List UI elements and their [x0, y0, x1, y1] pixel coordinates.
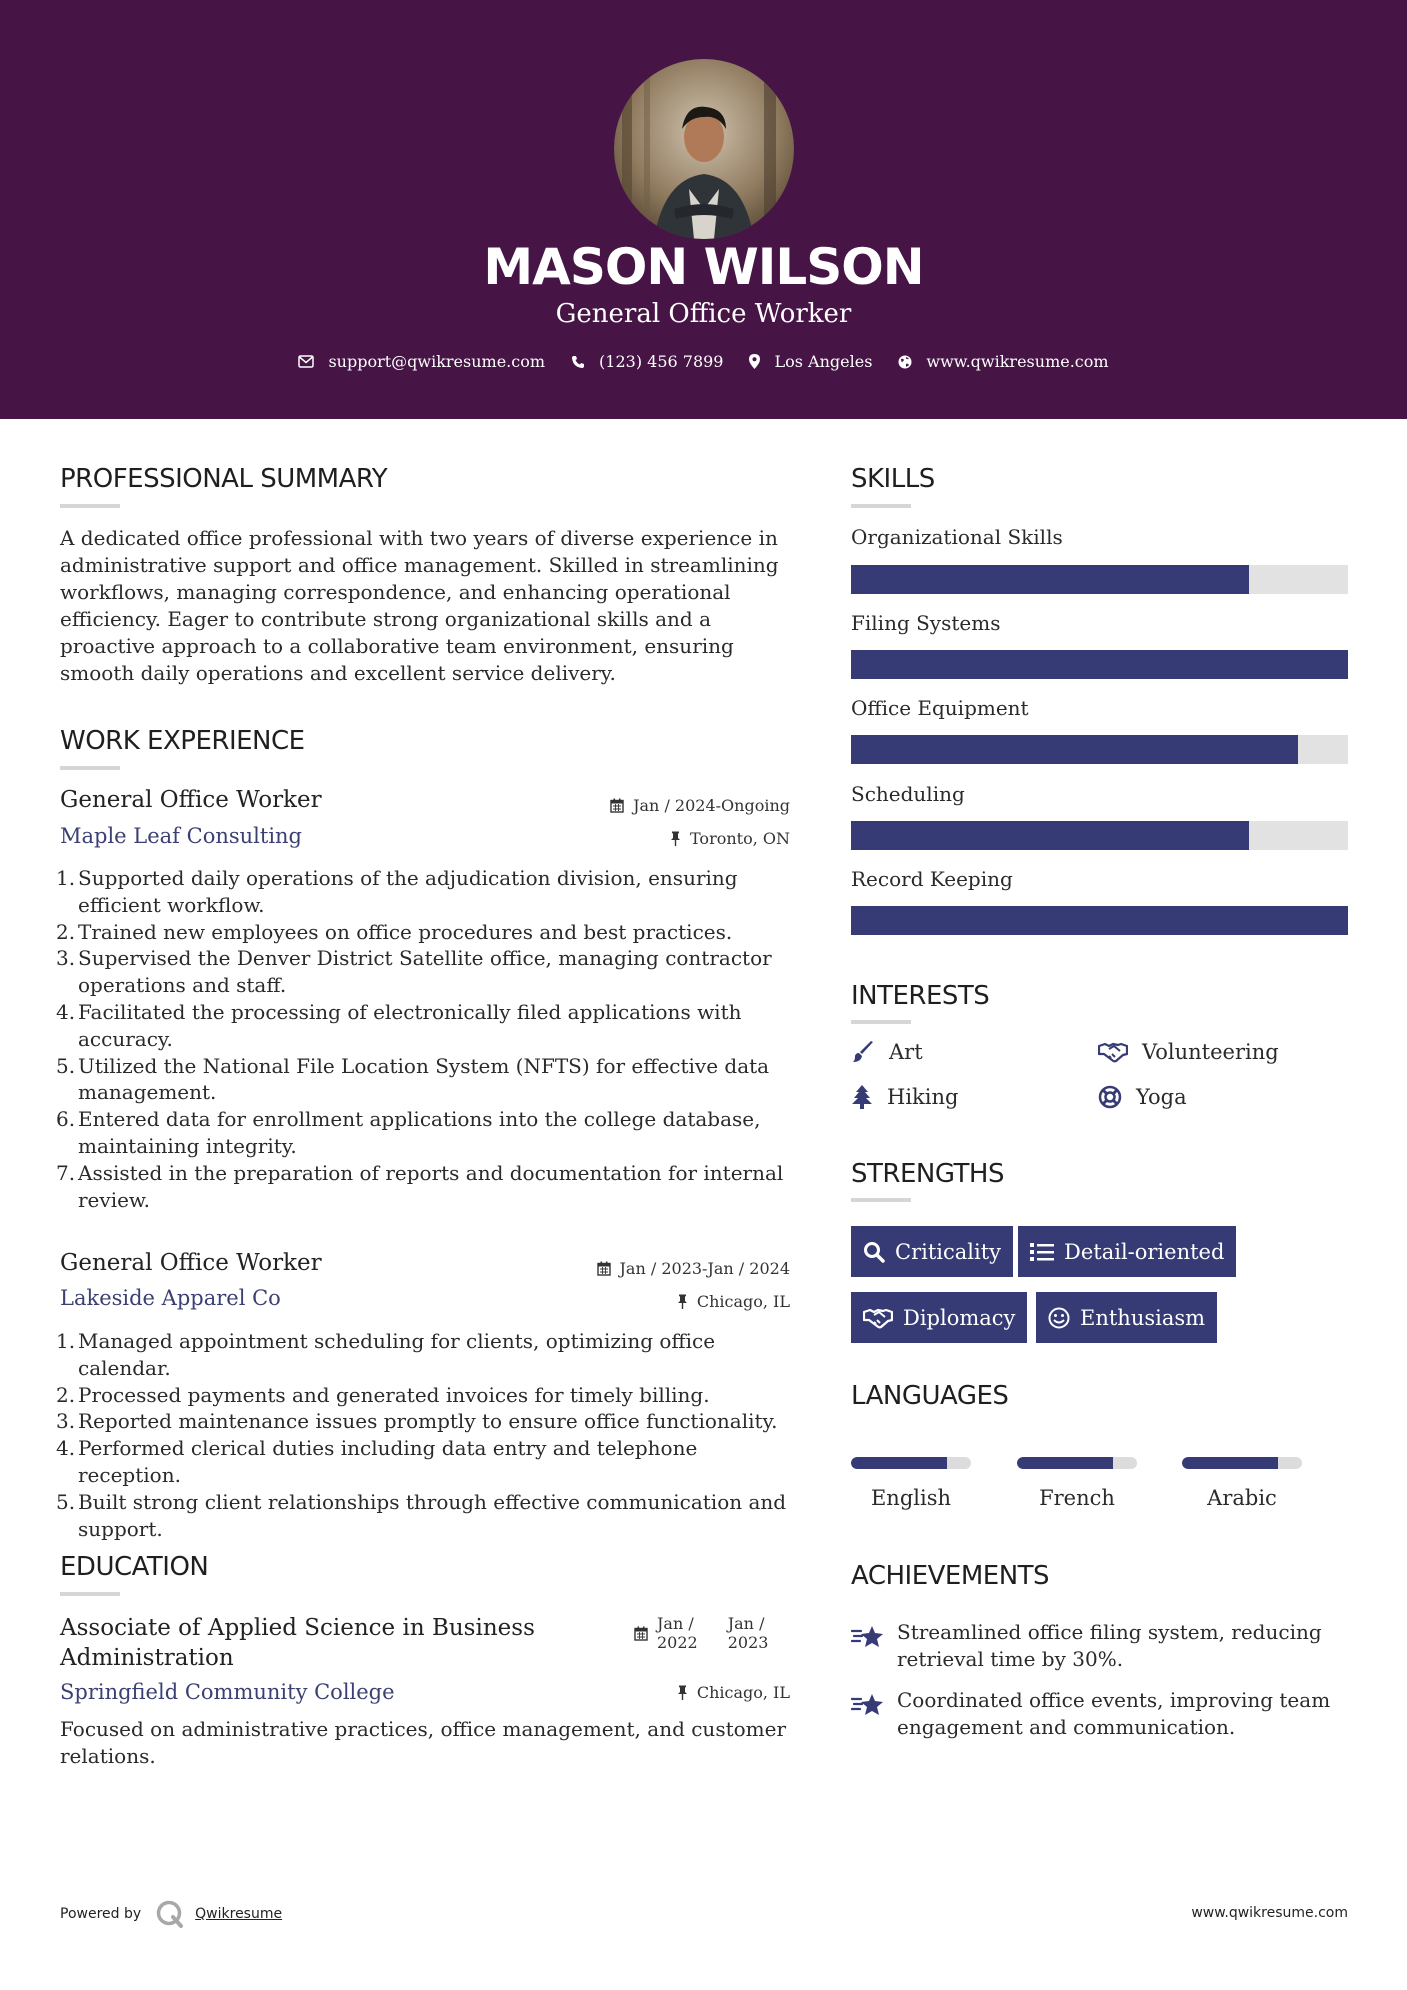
interest-item [1098, 1085, 1187, 1109]
skill-bar-fill [851, 735, 1298, 764]
job-location [670, 829, 790, 848]
qwikresume-link[interactable]: Qwikresume [195, 1906, 283, 1922]
strengths-underline [851, 1198, 911, 1202]
list-icon [1030, 1242, 1054, 1262]
job-dates [610, 796, 790, 815]
life-ring-icon [1098, 1085, 1122, 1109]
duty-item: Trained new employees on office procedures and best practices. [78, 919, 733, 944]
interest-item [851, 1085, 958, 1109]
duty-item: Supervised the Denver District Satellite office, managing contractor operations and staff. [78, 946, 772, 998]
strengths-heading: STRENGTHS [851, 1159, 1004, 1189]
strength-label: Diplomacy [903, 1305, 1016, 1330]
envelope-icon [298, 355, 314, 368]
interest-item [1098, 1040, 1279, 1064]
job-location-text: Toronto, ON [690, 829, 790, 848]
skill-label: Scheduling [851, 782, 965, 806]
interest-label: Hiking [887, 1085, 959, 1109]
duty-item: Built strong client relationships through effective communication and support. [78, 1489, 787, 1541]
language-label: Arabic [1207, 1486, 1277, 1510]
contact-phone[interactable] [571, 352, 723, 371]
education-start-date [657, 1614, 698, 1652]
job-role: General Office Worker [60, 787, 322, 813]
calendar-icon [610, 798, 624, 813]
skill-bar [851, 650, 1348, 679]
duty-item: Entered data for enrollment applications into the college database, maintaining integrity. [78, 1107, 761, 1158]
skill-label: Filing Systems [851, 611, 1001, 635]
pushpin-icon [677, 1685, 688, 1700]
education-heading: EDUCATION [60, 1552, 209, 1582]
skill-label: Organizational Skills [851, 525, 1063, 549]
skill-bar-fill [851, 906, 1348, 935]
language-bar-fill [1182, 1457, 1278, 1469]
strength-badge [851, 1226, 1013, 1277]
skill-label: Office Equipment [851, 696, 1029, 720]
handshake-icon [863, 1307, 893, 1329]
contact-bar [0, 352, 1407, 371]
start-year: 2022 [657, 1633, 698, 1652]
pushpin-icon [677, 1294, 688, 1309]
strength-badge [1036, 1292, 1217, 1343]
tree-icon [851, 1085, 873, 1109]
strength-badge [1018, 1226, 1236, 1277]
achievement-item [851, 1687, 1331, 1741]
website-text: www.qwikresume.com [926, 352, 1109, 371]
skill-bar-fill [851, 821, 1249, 850]
duty-item: Assisted in the preparation of reports and documentation for internal review. [78, 1160, 784, 1212]
shooting-star-icon [851, 1623, 885, 1649]
education-location-text: Chicago, IL [696, 1683, 790, 1702]
job-company: Maple Leaf Consulting [60, 824, 303, 848]
job-location [677, 1292, 790, 1311]
profile-photo [614, 59, 794, 239]
interests-underline [851, 1020, 911, 1024]
duty-item: Utilized the National File Location System (NFTS) for effective data management. [78, 1053, 770, 1105]
resume-header [0, 0, 1407, 419]
interest-label: Art [889, 1040, 923, 1064]
phone-icon [571, 355, 585, 369]
skills-underline [851, 504, 911, 508]
interests-heading: INTERESTS [851, 981, 990, 1011]
interest-item [851, 1040, 923, 1064]
end-year: 2023 [727, 1633, 769, 1652]
language-label: English [870, 1486, 952, 1510]
job-dates-text: Jan / 2024-Ongoing [633, 796, 790, 815]
duty-item: Performed clerical duties including data entry and telephone reception. [78, 1436, 698, 1487]
summary-text: A dedicated office professional with two years of diverse experience in administrative support and office management. Skilled in streamlining workflows, managing correspondence, and enhancing operational efficiency. Eager to contribute strong organizational skills and a proactive approach to a collaborative team environment, ensuring smooth daily operations and excellent service delivery. [60, 526, 779, 685]
search-icon [863, 1241, 885, 1263]
languages-heading: LANGUAGES [851, 1381, 1009, 1411]
language-bar [1017, 1457, 1137, 1469]
powered-by-text: Powered by [60, 1906, 142, 1922]
education-description: Focused on administrative practices, office management, and customer relations. [60, 1717, 787, 1768]
location-text: Los Angeles [774, 352, 873, 371]
education-underline [60, 1592, 120, 1596]
calendar-icon [634, 1626, 648, 1641]
job-role: General Office Worker [60, 1250, 322, 1276]
contact-email[interactable] [298, 352, 545, 371]
job-dates [597, 1259, 790, 1278]
summary-heading: PROFESSIONAL SUMMARY [60, 464, 388, 494]
education-end-date [728, 1614, 769, 1652]
language-label: French [1039, 1486, 1115, 1510]
duty-item: Facilitated the processing of electronically filed applications with accuracy. [78, 999, 742, 1051]
contact-website[interactable] [898, 352, 1108, 371]
summary-underline [60, 504, 120, 508]
skill-bar [851, 821, 1348, 850]
achievement-text: Streamlined office filing system, reducing retrieval time by 30%. [897, 1620, 1322, 1671]
language-bar-fill [851, 1457, 947, 1469]
email-text: support@qwikresume.com [328, 352, 546, 371]
duty-item: Processed payments and generated invoices for timely billing. [78, 1382, 710, 1407]
strength-label: Criticality [895, 1239, 1001, 1264]
duty-item: Managed appointment scheduling for clients, optimizing office calendar. [78, 1329, 716, 1380]
footer-website[interactable]: www.qwikresume.com [1191, 1905, 1348, 1921]
job-location-text: Chicago, IL [696, 1292, 790, 1311]
globe-icon [898, 355, 912, 369]
interest-label: Volunteering [1142, 1040, 1279, 1064]
shooting-star-icon [851, 1691, 885, 1717]
education-location [677, 1683, 790, 1702]
achievements-heading: ACHIEVEMENTS [851, 1561, 1050, 1591]
candidate-title: General Office Worker [555, 299, 852, 329]
map-marker-icon [749, 354, 760, 369]
skill-bar [851, 735, 1348, 764]
strength-label: Enthusiasm [1080, 1305, 1206, 1330]
skill-bar [851, 906, 1348, 935]
pushpin-icon [670, 831, 681, 846]
skill-bar-fill [851, 650, 1348, 679]
job-dates-text: Jan / 2023-Jan / 2024 [619, 1259, 790, 1278]
paintbrush-icon [851, 1040, 875, 1064]
experience-underline [60, 766, 120, 770]
handshake-icon [1098, 1041, 1128, 1063]
achievement-text: Coordinated office events, improving team engagement and communication. [897, 1688, 1331, 1739]
contact-location [749, 352, 872, 371]
language-bar [1182, 1457, 1302, 1469]
job-duties-list [78, 1328, 790, 1542]
footer-powered-by [60, 1899, 282, 1929]
achievement-item [851, 1619, 1331, 1673]
skill-label: Record Keeping [851, 867, 1013, 891]
end-month: Jan / [727, 1614, 765, 1633]
language-bar [851, 1457, 971, 1469]
qwikresume-logo-icon [155, 1899, 185, 1929]
skill-bar-fill [851, 565, 1249, 594]
language-bar-fill [1017, 1457, 1113, 1469]
candidate-name: MASON WILSON [483, 238, 924, 296]
strength-label: Detail-oriented [1064, 1239, 1225, 1264]
start-month: Jan / [657, 1614, 694, 1633]
degree-title: Associate of Applied Science in Business Administration [60, 1615, 535, 1671]
phone-text: (123) 456 7899 [599, 352, 724, 371]
interest-label: Yoga [1136, 1085, 1187, 1109]
school-name: Springfield Community College [60, 1680, 395, 1704]
experience-heading: WORK EXPERIENCE [60, 726, 305, 756]
job-duties-list [78, 865, 790, 1213]
skills-heading: SKILLS [851, 464, 935, 494]
smile-icon [1048, 1307, 1070, 1329]
duty-item: Supported daily operations of the adjudication division, ensuring efficient workflow. [78, 866, 738, 917]
skill-bar [851, 565, 1348, 594]
calendar-icon [597, 1261, 611, 1276]
job-company: Lakeside Apparel Co [60, 1286, 281, 1310]
duty-item: Reported maintenance issues promptly to ensure office functionality. [78, 1409, 778, 1434]
strength-badge [851, 1292, 1027, 1343]
education-dates [634, 1614, 768, 1652]
